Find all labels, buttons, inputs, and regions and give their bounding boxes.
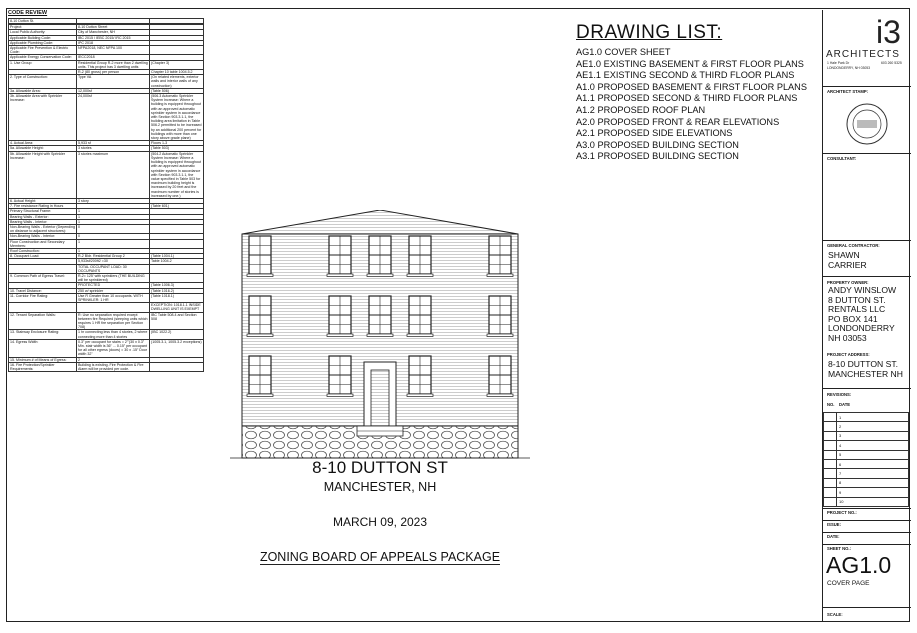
code-review-cell: 250 w/ sprinkler <box>77 288 150 293</box>
property-owner-label: PROPERTY OWNER: <box>827 280 869 285</box>
code-review-cell: 5b. Allowable Height with Sprinkler Increase: <box>9 151 77 198</box>
revision-number: 6 <box>837 459 909 468</box>
revision-number: 9 <box>837 488 909 497</box>
code-review-cell: 1 <box>77 209 150 214</box>
package-title-text: ZONING BOARD OF APPEALS PACKAGE <box>259 550 501 564</box>
code-review-table <box>8 18 204 372</box>
drawing-list-item: AG1.0 COVER SHEET <box>576 47 671 57</box>
code-review-cell: 0 <box>77 234 150 239</box>
code-review-cell: 1 <box>77 248 150 253</box>
code-review-row <box>9 293 204 302</box>
revisions-label: REVISIONS: <box>827 392 852 397</box>
code-review-cell: Type VA <box>77 75 150 89</box>
code-review-cell: NFPA2018, NEC NFPA 100 <box>77 46 150 55</box>
code-review-cell: 5,933sf/200ft2 =30 <box>77 259 150 264</box>
code-review-cell: IECC2018 <box>77 55 150 60</box>
project-address-info <box>828 360 903 379</box>
revisions-table <box>823 412 909 507</box>
code-review-cell: (Table 1004.1) <box>150 254 204 259</box>
project-no-label: PROJECT NO.: <box>827 510 857 515</box>
code-review-cell: IPC 2018 <box>77 40 150 45</box>
code-review-row <box>9 303 204 312</box>
code-review-row <box>9 75 204 89</box>
rev-no-label: NO. <box>827 402 835 407</box>
code-review-cell <box>9 264 77 273</box>
drawing-list-item: A2.0 PROPOSED FRONT & REAR ELEVATIONS <box>576 116 780 127</box>
code-review-cell: Use R Greater than 10 occupants. WITH SPRINKLER: 1 HR <box>77 293 150 302</box>
revision-row <box>824 459 909 468</box>
revision-number: 2 <box>837 422 909 431</box>
code-review-cell: Local Public Authority: <box>9 30 77 35</box>
logo-address: 1 Hale Park Dr <box>827 61 850 65</box>
code-review-cell: (Table 503) <box>150 146 204 151</box>
code-review-cell: 3a. Allowable Area: <box>9 88 77 93</box>
code-review-cell <box>150 264 204 273</box>
code-review-cell: 2. Type of Construction: <box>9 75 77 89</box>
drawing-list-item: A1.2 PROPOSED ROOF PLAN <box>576 104 706 115</box>
project-city-heading: MANCHESTER, NH <box>323 480 437 494</box>
code-review-cell: Applicable Plumbing Code: <box>9 40 77 45</box>
code-review-cell: Non-Bearing Walls - Interior: <box>9 234 77 239</box>
code-review-cell: R-2 (80 gross) per person <box>77 70 150 75</box>
code-review-cell: TOTAL OCCUPANT LOAD: 30 OCCUPANTS <box>77 264 150 273</box>
code-review-cell: (IBC 1022.2) <box>150 330 204 339</box>
general-contractor-label: GENERAL CONTRACTOR: <box>827 243 880 248</box>
property-owner-info <box>828 286 896 344</box>
revision-empty-cell <box>824 450 837 459</box>
code-review-cell: 3 stories <box>77 146 150 151</box>
code-review-cell: (Table 506) <box>150 88 204 93</box>
front-door <box>357 362 403 436</box>
window <box>487 296 513 337</box>
code-review-cell: 4. Actual Area: <box>9 141 77 146</box>
revision-empty-cell <box>824 441 837 450</box>
code-review-cell <box>77 303 150 312</box>
revision-number: 3 <box>837 431 909 440</box>
window <box>327 236 353 277</box>
drawing-list-item: A3.0 PROPOSED BUILDING SECTION <box>576 139 739 150</box>
logo-word: ARCHITECTS <box>826 49 900 60</box>
code-review-cell: Primary Structural Frame: <box>9 209 77 214</box>
code-review-cell: 12,000sf <box>77 88 150 93</box>
code-review-cell: (Table 1016.2) <box>150 288 204 293</box>
window <box>247 296 273 337</box>
code-review-cell: Table 1004.2 <box>150 259 204 264</box>
revision-empty-cell <box>824 422 837 431</box>
drawing-list-item: A1.1 PROPOSED SECOND & THIRD FLOOR PLANS <box>576 93 798 104</box>
project-address-label: PROJECT ADDRESS: <box>827 352 870 357</box>
code-review-cell: (Table 601) <box>150 204 204 209</box>
revision-number: 7 <box>837 469 909 478</box>
code-review-row <box>9 46 204 55</box>
revision-empty-cell <box>824 413 837 422</box>
code-review-cell <box>150 362 204 371</box>
building-elevation-drawing <box>230 210 530 470</box>
revision-row <box>824 422 909 431</box>
drawing-list <box>576 22 821 163</box>
code-review-cell: Applicable Fire Prevention & Electric Code: <box>9 46 77 55</box>
gc-line: SHAWN <box>828 250 860 260</box>
revision-row <box>824 450 909 459</box>
revision-number: 4 <box>837 441 909 450</box>
sheet-title: COVER PAGE <box>827 580 870 587</box>
rev-date-label: DATE <box>839 402 851 407</box>
code-review-cell: 1 <box>77 214 150 219</box>
sheet-no-label: SHEET NO.: <box>827 546 851 551</box>
code-review-cell: 11. Corridor Fire Rating: <box>9 293 77 302</box>
revision-empty-cell <box>824 431 837 440</box>
code-review-cell: 15. Minimum # of Means of Egress: <box>9 357 77 362</box>
code-review-cell <box>150 273 204 282</box>
code-review-cell: City of Manchester, NH <box>77 30 150 35</box>
i3-architects-logo <box>823 10 909 82</box>
drawing-list-item: A1.0 PROPOSED BASEMENT & FIRST FLOOR PLANS <box>576 81 807 92</box>
window <box>327 296 353 337</box>
revision-number: 1 <box>837 413 909 422</box>
code-review-cell: 3 story <box>77 198 150 203</box>
code-review-cell: 1. Use Group: <box>9 60 77 69</box>
code-review-cell: (Table 1018.1) <box>150 293 204 302</box>
project-date: MARCH 09, 2023 <box>332 515 428 529</box>
revision-empty-cell <box>824 497 837 506</box>
code-review-cell: 10. Travel Distance: <box>9 288 77 293</box>
code-review-cell: R-2= 125' with sprinklers (THE BUILDING will be sprinklered) <box>77 273 150 282</box>
code-review-row <box>9 60 204 69</box>
code-review-cell: Floors 1-3 <box>150 141 204 146</box>
property-owner-line: RENTALS LLC <box>828 304 886 315</box>
revision-row <box>824 497 909 506</box>
revision-empty-cell <box>824 469 837 478</box>
code-review-cell: Chapter 10 table 1004.5.2 <box>150 70 204 75</box>
code-review-cell: 1 hr connecting less than 4 stories, 2 where connecting more than 4 stories <box>77 330 150 339</box>
code-review-cell: R-2 Bldr. Residential Group 2 <box>77 254 150 259</box>
code-review-cell: R: Use no separation required except between fire Required (sleeping units which requires 1 HR fire separation per Section 708) <box>78 312 148 330</box>
logo-city: LONDONDERRY, NH 03053 <box>827 66 871 70</box>
revision-row <box>824 469 909 478</box>
code-review-row <box>9 94 204 141</box>
code-review-cell: 8. Occupant Load: <box>9 254 77 259</box>
code-review-row <box>9 151 204 198</box>
code-review-cell: Residential Group R-2 more than 2 dwelling units. This project has 3 dwelling units <box>78 60 148 69</box>
code-review-cell: PROTECTED <box>77 283 150 288</box>
project-address-heading: 8-10 DUTTON ST <box>312 458 448 477</box>
architect-stamp-seal <box>845 102 889 146</box>
code-review-row <box>9 273 204 282</box>
code-review-cell: 8-10 Dutton St. <box>9 19 77 24</box>
property-owner-line: NH 03053 <box>828 332 867 343</box>
code-review-cell: Applicable Energy Conservation Code: <box>9 55 77 60</box>
property-owner-line: ANDY WINSLOW <box>828 285 897 295</box>
code-review-cell: 0.3" per occupant for stairs = 2'"(30 x 0.3" Min. stair width is 36" ... 0.15" per occupant for all other egress (doors) = 30 x .15" Door width 32" <box>77 339 150 357</box>
code-review-cell: 13. Stairway Enclosure Rating: <box>9 330 77 339</box>
code-review-cell: (On related elements, exterior walls and interior walls of any construction) <box>150 75 204 89</box>
code-review-row <box>9 264 204 273</box>
drawing-list-item: AE1.1 EXISTING SECOND & THIRD FLOOR PLANS <box>576 70 795 81</box>
property-owner-line: 8 DUTTON ST. <box>828 294 886 305</box>
code-review-cell: IBC Table 508.4 and Section 508 <box>150 312 204 330</box>
logo-number: i3 <box>876 14 901 50</box>
code-review-cell: 5a. Allowable Height: <box>9 146 77 151</box>
architect-stamp-label: ARCHITECT STAMP: <box>827 89 869 94</box>
code-review-row <box>9 239 204 248</box>
window <box>327 356 353 397</box>
code-review-cell: EXCEPTION: 1018.1.1 INSIDE DWELLING UNIT IS EXEMPT <box>150 303 204 312</box>
code-review-cell: 9. Common Path of Egress Travel: <box>9 273 77 282</box>
code-review-cell: (Chapter 3) <box>150 60 204 69</box>
code-review-cell: 0 <box>77 224 150 233</box>
code-review-row <box>9 312 204 330</box>
code-review-cell: (504.2 Automatic Sprinkler System Increase: Where a building is equipped throughout with an approved automatic sprinkler system in accordance with Section 903.3.1.1, the value specified in Table 503 for maximum building height is increased by 20 feet and the maximum number of stories is increased by one.) <box>150 151 204 198</box>
code-review-cell: 2 <box>77 357 150 362</box>
gc-line: CARRIER <box>828 259 867 270</box>
code-review-cell <box>150 46 204 55</box>
date-label: DATE: <box>827 534 840 539</box>
window <box>367 296 393 337</box>
code-review-cell <box>150 239 204 248</box>
sheet-number: AG1.0 <box>826 552 892 578</box>
revision-empty-cell <box>824 478 837 487</box>
scale-label: SCALE: <box>827 612 843 617</box>
code-review-cell: IBC 2015 / IEBC 2015/ IRC 2015 <box>77 35 150 40</box>
code-review-cell: (1005.3.1, 1005.3.2 exceptions) <box>150 339 204 357</box>
revision-row <box>824 488 909 497</box>
revision-row <box>824 441 909 450</box>
code-review-cell: Non-Bearing Walls - Exterior (Depending on distance to adjacent structures): <box>10 224 75 234</box>
code-review-cell: Project: <box>9 25 77 30</box>
architect-logo-block <box>823 10 911 87</box>
title-block <box>822 10 911 622</box>
code-review-title: CODE REVIEW <box>8 10 48 16</box>
code-review-cell <box>150 224 204 233</box>
window <box>407 296 433 337</box>
project-address-line: MANCHESTER NH <box>828 368 903 379</box>
window <box>487 236 513 277</box>
revision-empty-cell <box>824 488 837 497</box>
code-review-cell: 3b. Allowable Area with Sprinkler Increase: <box>9 94 77 141</box>
code-review-cell: 6. Actual Height: <box>9 198 77 203</box>
window <box>407 356 433 397</box>
code-review-cell: Roof Construction: <box>9 248 77 253</box>
code-review-row <box>9 362 204 371</box>
code-review-cell: 5,933 sf <box>77 141 150 146</box>
code-review-row <box>9 339 204 357</box>
revision-row <box>824 413 909 422</box>
code-review-cell: 1 <box>77 239 150 248</box>
code-review-cell: Applicable Building Code: <box>9 35 77 40</box>
code-review-cell: 12. Tenant Separation Walls: <box>9 312 77 330</box>
window <box>487 356 513 397</box>
drawing-list-item: A2.1 PROPOSED SIDE ELEVATIONS <box>576 128 733 139</box>
logo-phone: 603 260 5325 <box>881 61 902 65</box>
revision-number: 8 <box>837 478 909 487</box>
general-contractor-name <box>828 251 867 270</box>
revision-row <box>824 478 909 487</box>
drawing-list-title: DRAWING LIST: <box>576 22 723 43</box>
code-review-cell: 24,000sf <box>77 94 150 141</box>
code-review-cell: Bearing Walls - Exterior: <box>9 214 77 219</box>
code-review-cell: (Table 1006.3) <box>150 283 204 288</box>
code-review-cell: (506.3 Automatic Sprinkler System Increase: Where a building is equipped throughout with an approved automatic sprinkler system in accordance with Section 903.3.1.1, the building area limitation in Table 506.2 permitted to be increased by an additional 200 percent for buildings with more than one story above grade plane) <box>151 94 202 141</box>
code-review-cell: Bearing Walls - Interior: <box>9 219 77 224</box>
code-review-cell: 3 stories maximum <box>77 151 150 198</box>
package-title <box>230 550 530 564</box>
revision-empty-cell <box>824 459 837 468</box>
property-owner-line: PO BOX 141 <box>828 313 878 324</box>
code-review-cell <box>9 303 77 312</box>
window <box>407 236 433 277</box>
drawing-list-item: AE1.0 EXISTING BASEMENT & FIRST FLOOR PLANS <box>576 58 804 69</box>
drawing-list-item: A3.1 PROPOSED BUILDING SECTION <box>576 151 739 162</box>
code-review-cell: 8-10 Dutton Street <box>77 25 150 30</box>
revision-row <box>824 431 909 440</box>
revision-number: 10 <box>837 497 909 506</box>
window <box>247 236 273 277</box>
project-address-line: 8-10 DUTTON ST. <box>828 359 899 369</box>
code-review-cell: 14. Egress Width: <box>9 339 77 357</box>
issue-label: ISSUE: <box>827 522 841 527</box>
code-review-cell: Floor Construction and Secondary Members: <box>9 239 77 248</box>
code-review-cell: 1 <box>77 219 150 224</box>
code-review-cell: 16. Fire Protection/Sprinkler Requirements: <box>9 362 77 371</box>
code-review-row <box>9 224 204 233</box>
window <box>247 356 273 397</box>
code-review-cell: Building is existing. Fire Protection & Fire Alarm will be provided per code. <box>77 362 150 371</box>
code-review-row <box>9 330 204 339</box>
revision-number: 5 <box>837 450 909 459</box>
window <box>367 236 393 277</box>
property-owner-line: LONDONDERRY <box>828 323 895 334</box>
code-review-cell: 7. Fire resistance Rating in Hours <box>9 204 77 209</box>
consultant-label: CONSULTANT: <box>827 156 857 161</box>
